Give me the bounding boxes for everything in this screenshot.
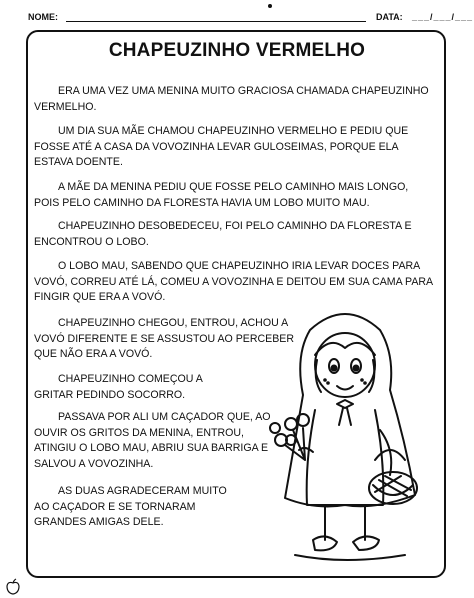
paragraph-6: CHAPEUZINHO CHEGOU, ENTROU, ACHOU A VOVÓ DIFERENTE E SE ASSUSTOU AO PERCEBER QUE NÃO ERA A VOVÓ.	[34, 317, 295, 360]
paragraph-3: A MÃE DA MENINA PEDIU QUE FOSSE PELO CAMINHO MAIS LONGO, POIS PELO CAMINHO DA FLORESTA HAVIA UM LOBO MUITO MAU.	[34, 181, 409, 209]
page-title: CHAPEUZINHO VERMELHO	[108, 40, 366, 61]
red-riding-hood-illustration	[255, 300, 435, 575]
header-row	[28, 12, 474, 28]
name-label: NOME:	[28, 12, 58, 22]
dot-mark	[268, 4, 272, 8]
date-field[interactable]: ___/___/___	[412, 12, 474, 22]
date-label: DATA:	[376, 12, 403, 22]
name-field[interactable]	[66, 21, 366, 22]
paragraph-5: O LOBO MAU, SABENDO QUE CHAPEUZINHO IRIA LEVAR DOCES PARA VOVÓ, CORREU ATÉ LÁ, COMEU A VOVOZINHA E DEITOU EM SUA CAMA PARA FINGIR QUE ERA A VOVÓ.	[34, 260, 433, 303]
apple-icon	[4, 578, 22, 596]
paragraph-1: ERA UMA VEZ UMA MENINA MUITO GRACIOSA CHAMADA CHAPEUZINHO VERMELHO.	[34, 85, 429, 113]
paragraph-2: UM DIA SUA MÃE CHAMOU CHAPEUZINHO VERMELHO E PEDIU QUE FOSSE ATÉ A CASA DA VOVOZINHA LEVAR GULOSEIMAS, PORQUE ELA ESTAVA DOENTE.	[34, 125, 409, 168]
paragraph-9: AS DUAS AGRADECERAM MUITO AO CAÇADOR E SE TORNARAM GRANDES AMIGAS DELE.	[34, 485, 227, 528]
paragraph-4: CHAPEUZINHO DESOBEDECEU, FOI PELO CAMINHO DA FLORESTA E ENCONTROU O LOBO.	[34, 220, 412, 248]
paragraph-8: PASSAVA POR ALI UM CAÇADOR QUE, AO OUVIR OS GRITOS DA MENINA, ENTROU, ATINGIU O LOBO MAU, ABRIU SUA BARRIGA E SALVOU A VOVOZINHA.	[34, 411, 271, 470]
paragraph-7: CHAPEUZINHO COMEÇOU A GRITAR PEDINDO SOCORRO.	[34, 373, 203, 401]
